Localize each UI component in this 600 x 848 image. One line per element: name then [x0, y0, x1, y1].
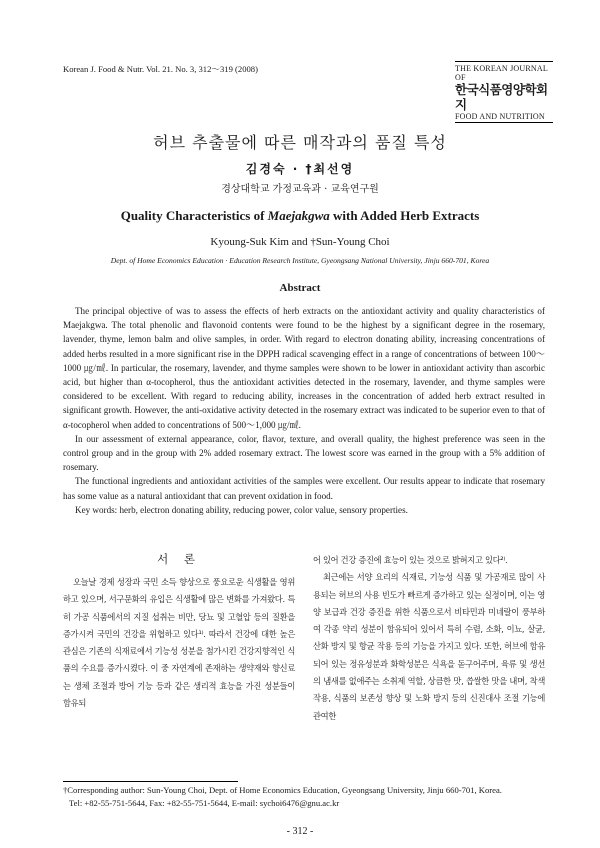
title-english-pre: Quality Characteristics of [120, 208, 268, 223]
abstract-body [63, 304, 545, 517]
abstract-paragraph: The principal objective of was to assess the effects of herb extracts on the antioxidant activity and quality characteristics of Maejakgwa. The total phenolic and flavonoid contents were found to be the highest by a significant degree in the rosemary, lavender, thyme, lemon balm and olive samples, in order. With regard to electron donating ability, increasing concentrations of added herbs resulted in a more significant rise in the DPPH radical scavenging effect in a range of concentrations of between 100～1000 ㎍/㎖. In particular, the rosemary, lavender, and thyme samples were shown to be lower in antioxidant activity than ascorbic acid, but higher than α-tocopherol, thus the antioxidant activities detected in the rosemary, lavender, and thyme samples were considered to be excellent. With regard to reducing ability, increases in the concentration of added herb extract resulted in significant growth. However, the anti-oxidative activity detected in the rosemary extract was indicated to be superior even to that of α-tocopherol when added to concentrations of 500～1,000 ㎍/㎖. [63, 306, 545, 430]
body-paragraph: 최근에는 서양 요리의 식재료, 기능성 식품 및 가공재로 많이 사용되는 허브의 사용 빈도가 빠르게 증가하고 있는 실정이며, 이는 영양 보급과 건강 증진을 위한 식품으로서 비타민과 미네랄이 풍부하여 각종 약리 성분이 함유되어 있어서 특히 수렴, 소화, 이뇨, 살균, 산화 방지 및 항균 작용 등의 기능을 가지고 있다. 또한, 허브에 함유되어 있는 정유성분과 화학성분은 식욕을 돋구어주며, 육류 및 생선의 냄새를 없애주는 소취제 역할, 상큼한 맛, 씁쌀한 맛을 내며, 착색 작용, 식품의 보존성 향상 및 노화 방지 등의 신진대사 조절 기능에 관여한 [313, 572, 545, 721]
body-column-right [313, 552, 545, 725]
footnote-divider [63, 781, 238, 782]
title-english-italic: Maejakgwa [267, 208, 330, 223]
title-english-post: with Added Herb Extracts [329, 208, 480, 223]
journal-name-en-top: THE KOREAN JOURNAL OF [455, 61, 553, 82]
footnote-contact: Tel: +82-55-751-5644, Fax: +82-55-751-5644, E-mail: sychoi6476@gnu.ac.kr [69, 798, 340, 808]
body-column-left [63, 574, 295, 712]
section-heading-introduction: 서 론 [157, 552, 201, 566]
title-english [0, 208, 600, 224]
abstract-heading: Abstract [279, 282, 321, 294]
affiliation-korean: 경상대학교 가정교육과 · 교육연구원 [221, 184, 379, 195]
key-words: Key words: herb, electron donating ability, reducing power, color value, sensory properties. [75, 504, 408, 515]
title-korean: 허브 추출물에 따른 매작과의 품질 특성 [153, 133, 447, 152]
journal-citation: Korean J. Food & Nutr. Vol. 21. No. 3, 312～319 (2008) [63, 64, 258, 74]
page-number: - 312 - [286, 826, 314, 837]
body-paragraph: 어 있어 건강 증진에 효능이 있는 것으로 밝혀지고 있다²⁾. [313, 555, 508, 565]
footnote [63, 784, 553, 810]
body-paragraph: 오늘날 경제 성장과 국민 소득 향상으로 풍요로운 식생활을 영위하고 있으며, 서구문화의 유입은 식생활에 많은 변화를 가져왔다. 특히 가공 식품에서의 지질 섭취는 비만, 당뇨 및 고혈압 등의 질환을 증가시켜 국민의 건강을 위협하고 있다¹⁾. 따라서 건강에 대한 높은 관심은 기존의 식재료에서 기능성 성분을 첨가시킨 건강지향적인 식품의 수요를 증가시켰다. 이 중 자연계에 존재하는 생약재와 향신료는 생체 조절과 방어 기능 등과 같은 생리적 효능을 가진 성분들이 함유되 [63, 577, 295, 709]
authors-english: Kyoung-Suk Kim and †Sun-Young Choi [210, 236, 390, 248]
authors-korean: 김경숙 · †최선영 [245, 162, 355, 176]
journal-logo [455, 61, 553, 123]
affiliation-english: Dept. of Home Economics Education · Education Research Institute, Gyeongsang National University, Jinju 660-701, Korea [110, 256, 490, 265]
footnote-corresponding-author: †Corresponding author: Sun-Young Choi, Dept. of Home Economics Education, Gyeongsang University, Jinju 660-701, Korea. [63, 785, 502, 795]
journal-name-ko: 한국식품영양학회지 [455, 82, 548, 112]
abstract-paragraph: The functional ingredients and antioxidant activities of the samples were excellent. Our results appear to indicate that rosemary has some value as a natural antioxidant that can prevent oxidation in food. [63, 476, 545, 501]
abstract-paragraph: In our assessment of external appearance, color, flavor, texture, and overall quality, the highest preference was seen in the control group and in the group with 2% added rosemary extract. The lowest score was earned in the group with a 5% addition of rosemary. [63, 433, 545, 473]
journal-name-en-bottom: FOOD AND NUTRITION [455, 112, 553, 123]
